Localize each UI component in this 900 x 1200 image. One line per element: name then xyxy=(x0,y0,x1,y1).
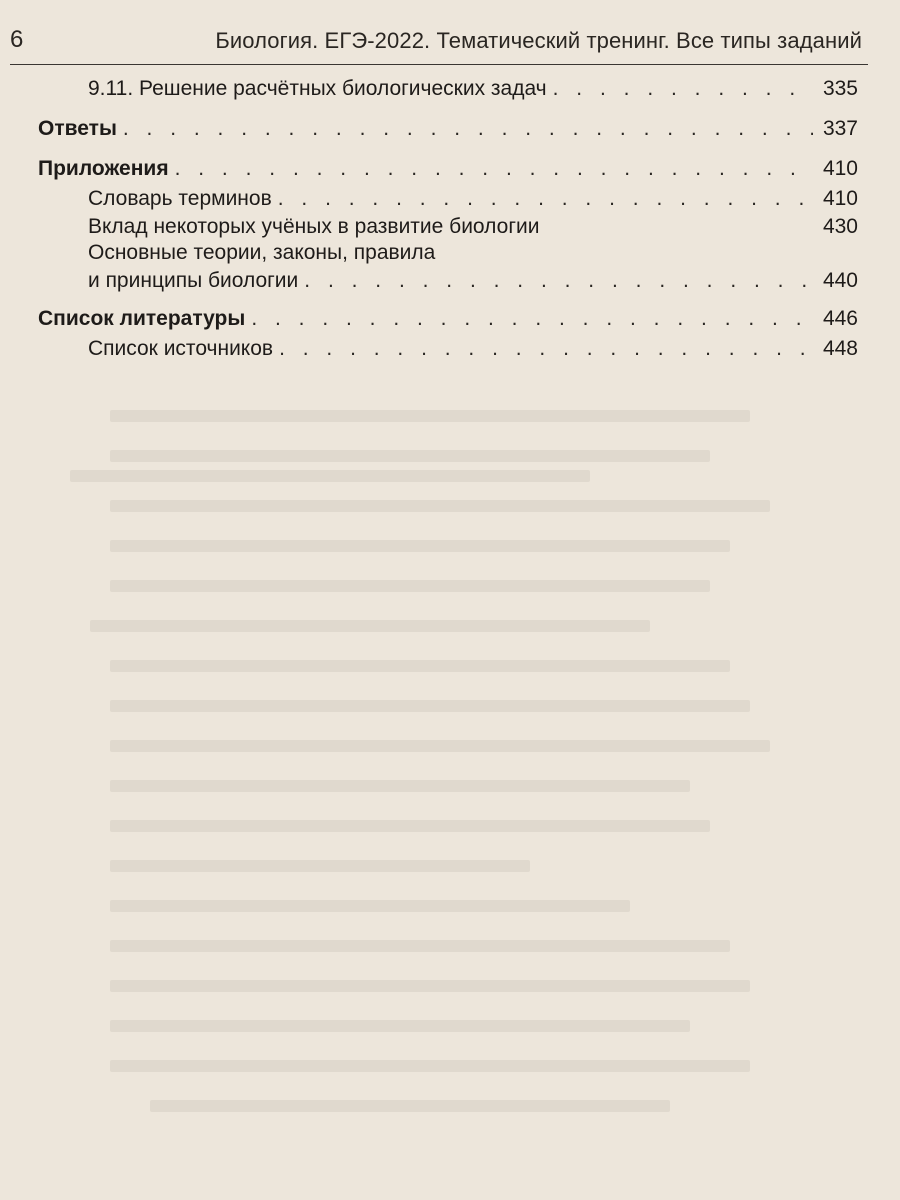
toc-entry-label-line1[interactable]: Основные теории, законы, правила xyxy=(88,241,436,264)
dot-leader xyxy=(251,306,813,332)
dot-leader xyxy=(123,116,813,142)
page-number: 6 xyxy=(10,26,24,53)
dot-leader xyxy=(304,268,813,294)
toc-entry-page: 440 xyxy=(822,269,858,292)
toc-entry[interactable] xyxy=(38,116,858,142)
dot-leader xyxy=(278,186,813,212)
toc-entry-label: Список источников xyxy=(88,337,274,360)
running-header-title: Биология. ЕГЭ-2022. Тематический тренинг. Все типы заданий xyxy=(215,28,862,53)
toc-entry[interactable] xyxy=(88,76,858,102)
toc-entry-page: 448 xyxy=(822,337,858,360)
toc-entry-page: 337 xyxy=(822,117,858,140)
table-of-contents xyxy=(0,0,900,380)
toc-entry-label-line2: и принципы биологии xyxy=(88,269,299,292)
toc-entry-page: 446 xyxy=(822,307,858,330)
toc-entry[interactable] xyxy=(88,268,858,294)
toc-entry-page: 410 xyxy=(822,187,858,210)
toc-entry-label: Словарь терминов xyxy=(88,187,272,210)
toc-entry-page: 335 xyxy=(822,77,858,100)
toc-entry[interactable] xyxy=(88,186,858,212)
toc-entry-label: Ответы xyxy=(38,117,117,140)
toc-entry-label: Приложения xyxy=(38,157,169,180)
dot-leader xyxy=(175,156,813,182)
toc-entry-label: Вклад некоторых учёных в развитие биологии xyxy=(88,215,540,238)
toc-entry-label: Список литературы xyxy=(38,307,246,330)
toc-entry[interactable] xyxy=(88,214,858,240)
toc-entry-page: 430 xyxy=(822,215,858,238)
toc-entry[interactable] xyxy=(38,306,858,332)
dot-leader xyxy=(279,336,813,362)
toc-entry-label: 9.11. Решение расчётных биологических задач xyxy=(88,77,547,100)
toc-entry[interactable] xyxy=(38,156,858,182)
toc-entry-page: 410 xyxy=(822,157,858,180)
dot-leader xyxy=(553,76,813,102)
toc-entry[interactable] xyxy=(88,336,858,362)
